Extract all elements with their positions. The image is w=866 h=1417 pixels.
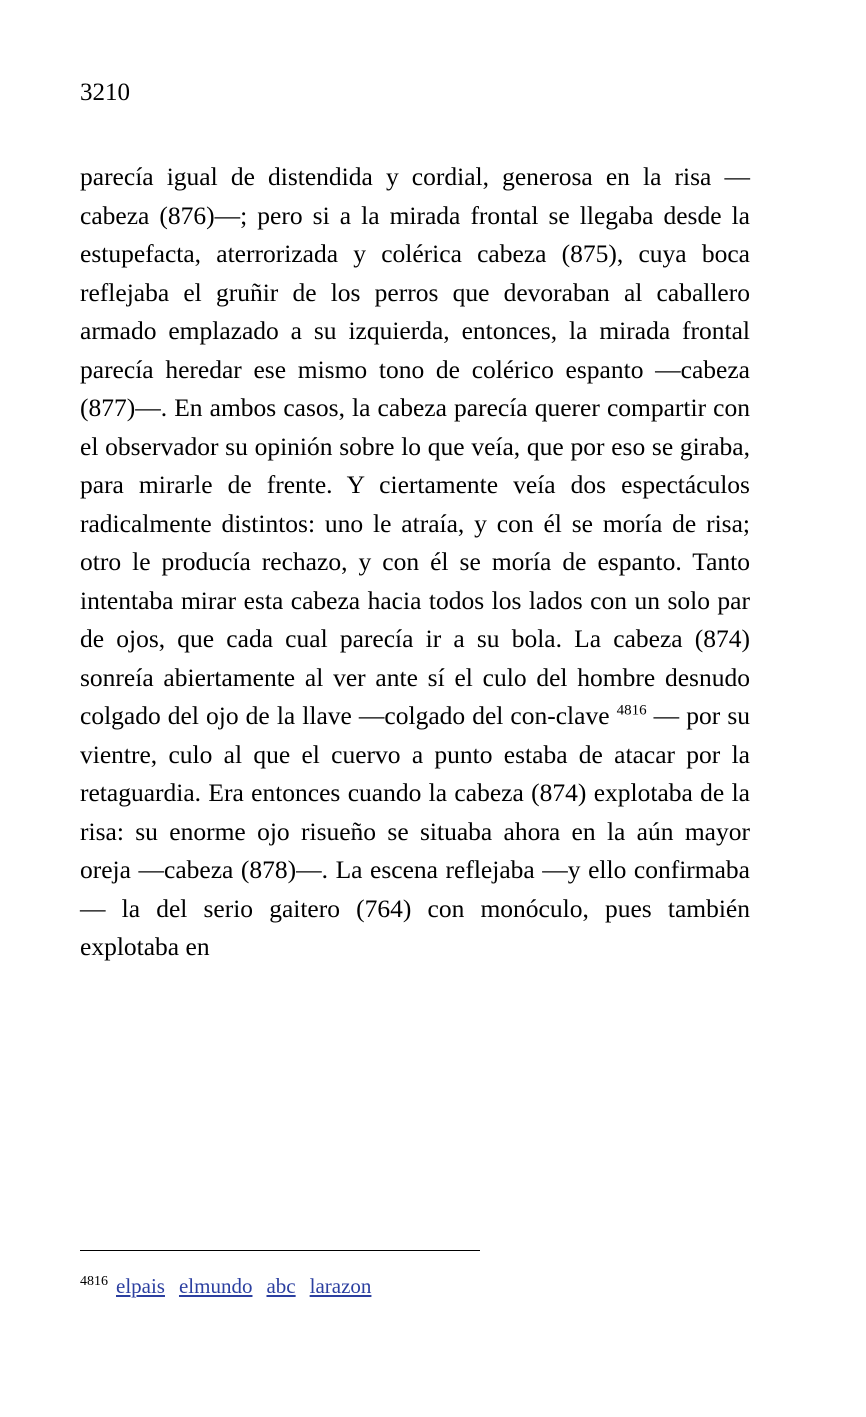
body-text-part-2: — por su vientre, culo al que el cuervo a punto estaba de atacar por la retaguardia. Era entonces cuando la cabeza (874) explotaba de la risa: su enorme ojo risueño se situaba ahora en la aún mayor oreja —cabeza (878)—. La escena reflejaba —y ello confirmaba— la del serio gaitero (764) con monóculo, pues también explotaba en [80,701,750,961]
body-paragraph [80,158,750,967]
footnote-link-abc[interactable]: abc [266,1274,296,1298]
body-text-part-1: parecía igual de distendida y cordial, generosa en la risa —cabeza (876)—; pero si a la mirada frontal se llegaba desde la estupefacta, aterrorizada y colérica cabeza (875), cuya boca reflejaba el gruñir de los perros que devoraban al caballero armado emplazado a su izquierda, entonces, la mirada frontal parecía heredar ese mismo tono de colérico espanto —cabeza (877)—. En ambos casos, la cabeza parecía querer compartir con el observador su opinión sobre lo que veía, que por eso se giraba, para mirarle de frente. Y ciertamente veía dos espectáculos radicalmente distintos: uno le atraía, y con él se moría de risa; otro le producía rechazo, y con él se moría de espanto. Tanto intentaba mirar esta cabeza hacia todos los lados con un solo par de ojos, que cada cual parecía ir a su bola. La cabeza (874) sonreía abiertamente al ver ante sí el culo del hombre desnudo colgado del ojo de la llave —colgado del con-clave [80,162,750,730]
footnote-separator-rule [80,1250,480,1251]
footnote-link-larazon[interactable]: larazon [309,1274,372,1298]
footnote-link-elpais[interactable]: elpais [116,1274,165,1298]
footnote-number: 4816 [80,1274,108,1289]
footnote-reference-marker[interactable]: 4816 [616,702,647,719]
page-number: 3210 [80,79,130,106]
footnote-entry [80,1273,750,1299]
footnote-link-elmundo[interactable]: elmundo [178,1274,253,1298]
footnote-area [80,1250,750,1299]
